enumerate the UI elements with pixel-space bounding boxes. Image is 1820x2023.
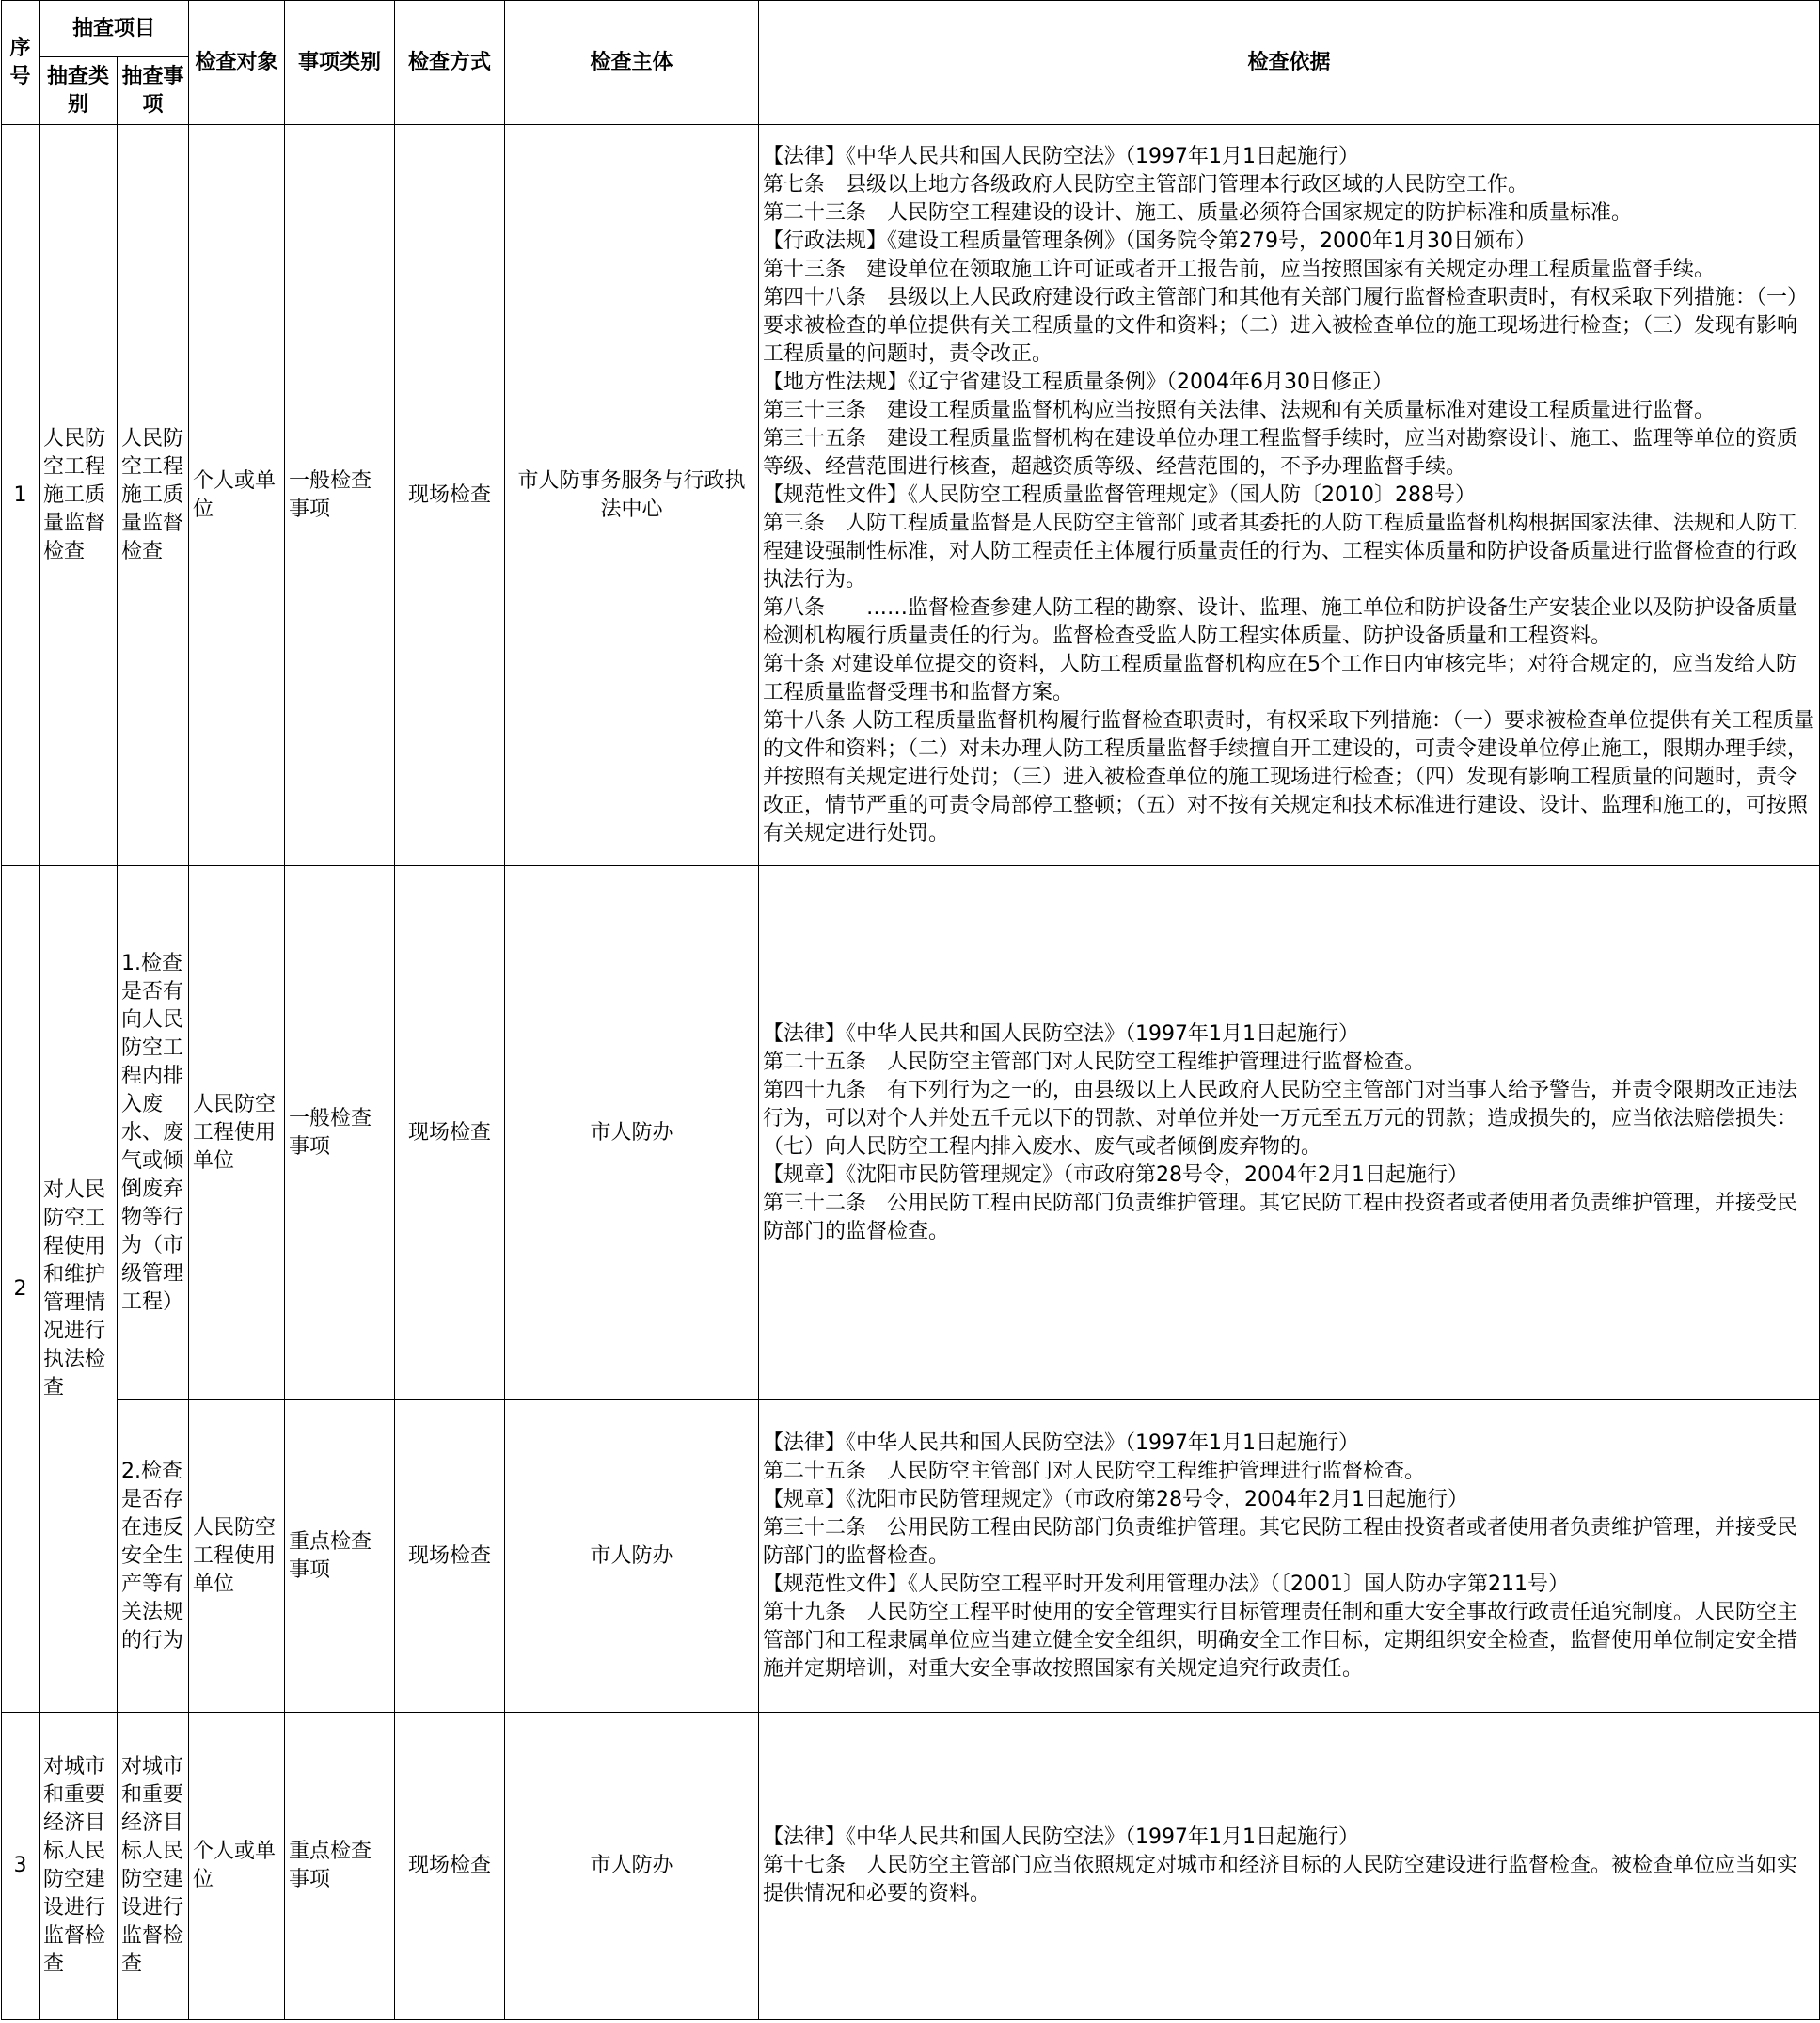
basis-line: 第四十八条 县级以上人民政府建设行政主管部门和其他有关部门履行监督检查职责时，有权采取下列措施：（一）要求被检查的单位提供有关工程质量的文件和资料；（二）进入被检查单位的施工现场进行检查；（三）发现有影响工程质量的问题时，责令改正。	[763, 285, 1809, 366]
basis-line: 第十三条 建设单位在领取施工许可证或者开工报告前，应当按照国家有关规定办理工程质量监督手续。	[763, 257, 1716, 281]
basis-line: 第三十三条 建设工程质量监督机构应当按照有关法律、法规和有关质量标准对建设工程质量进行监督。	[763, 398, 1716, 422]
row-subject: 市人防办	[505, 1400, 759, 1713]
header-method: 检查方式	[395, 1, 505, 125]
basis-line: 第八条 ……监督检查参建人防工程的勘察、设计、监理、施工单位和防护设备生产安装企业以及防护设备质量检测机构履行质量责任的行为。监督检查受监人防工程实体质量、防护设备质量和工程资料。	[763, 595, 1798, 648]
row-item: 人民防空工程施工质量监督检查	[118, 125, 189, 866]
row-category: 人民防空工程施工质量监督检查	[40, 125, 118, 866]
row-target: 个人或单位	[189, 1713, 285, 2020]
header-type: 事项类别	[285, 1, 395, 125]
basis-line: 【地方性法规】《辽宁省建设工程质量条例》（2004年6月30日修正）	[763, 370, 1393, 394]
basis-line: 【规章】《沈阳市民防管理规定》（市政府第28号令，2004年2月1日起施行）	[763, 1487, 1468, 1511]
basis-line: 第三十二条 公用民防工程由民防部门负责维护管理。其它民防工程由投资者或者使用者负责维护管理，并接受民防部门的监督检查。	[763, 1515, 1798, 1568]
basis-line: 【法律】《中华人民共和国人民防空法》（1997年1月1日起施行）	[763, 1825, 1359, 1849]
row-seq: 3	[2, 1713, 40, 2020]
basis-line: 第二十三条 人民防空工程建设的设计、施工、质量必须符合国家规定的防护标准和质量标准。	[763, 200, 1633, 225]
basis-line: 【规范性文件】《人民防空工程质量监督管理规定》（国人防〔2010〕288号）	[763, 482, 1476, 507]
row-category: 对人民防空工程使用和维护管理情况进行执法检查	[40, 866, 118, 1713]
row-item: 对城市和重要经济目标人民防空建设进行监督检查	[118, 1713, 189, 2020]
row-basis	[759, 866, 1820, 1400]
basis-line: 第十七条 人民防空主管部门应当依照规定对城市和经济目标的人民防空建设进行监督检查。被检查单位应当如实提供情况和必要的资料。	[763, 1854, 1798, 1905]
header-item: 抽查事项	[118, 57, 189, 125]
row-category: 对城市和重要经济目标人民防空建设进行监督检查	[40, 1713, 118, 2020]
row-seq: 2	[2, 866, 40, 1713]
header-target: 检查对象	[189, 1, 285, 125]
row-target: 人民防空工程使用单位	[189, 1400, 285, 1713]
header-basis: 检查依据	[759, 1, 1820, 125]
header-category: 抽查类别	[40, 57, 118, 125]
table-row	[2, 1400, 1820, 1713]
basis-line: 【规章】《沈阳市民防管理规定》（市政府第28号令，2004年2月1日起施行）	[763, 1162, 1468, 1187]
basis-line: 第十条 对建设单位提交的资料，人防工程质量监督机构应在5个工作日内审核完毕；对符合规定的，应当发给人防工程质量监督受理书和监督方案。	[763, 652, 1797, 704]
row-basis	[759, 1713, 1820, 2020]
basis-line: 第三十二条 公用民防工程由民防部门负责维护管理。其它民防工程由投资者或者使用者负责维护管理，并接受民防部门的监督检查。	[763, 1191, 1798, 1243]
basis-line: 【法律】《中华人民共和国人民防空法》（1997年1月1日起施行）	[763, 144, 1359, 168]
row-seq: 1	[2, 125, 40, 866]
basis-line: 【法律】《中华人民共和国人民防空法》（1997年1月1日起施行）	[763, 1021, 1359, 1046]
basis-line: 第七条 县级以上地方各级政府人民防空主管部门管理本行政区域的人民防空工作。	[763, 172, 1529, 197]
basis-line: 第二十五条 人民防空主管部门对人民防空工程维护管理进行监督检查。	[763, 1459, 1426, 1483]
row-method: 现场检查	[395, 1713, 505, 2020]
header-project: 抽查项目	[40, 1, 189, 57]
row-method: 现场检查	[395, 866, 505, 1400]
row-type: 一般检查事项	[285, 866, 395, 1400]
basis-line: 第三条 人防工程质量监督是人民防空主管部门或者其委托的人防工程质量监督机构根据国家法律、法规和人防工程建设强制性标准，对人防工程责任主体履行质量责任的行为、工程实体质量和防护设备质量进行监督检查的行政执法行为。	[763, 511, 1798, 592]
basis-line: 【法律】《中华人民共和国人民防空法》（1997年1月1日起施行）	[763, 1430, 1359, 1455]
basis-line: 第二十五条 人民防空主管部门对人民防空工程维护管理进行监督检查。	[763, 1050, 1426, 1074]
row-method: 现场检查	[395, 125, 505, 866]
row-method: 现场检查	[395, 1400, 505, 1713]
row-target: 人民防空工程使用单位	[189, 866, 285, 1400]
row-item: 1.检查是否有向人民防空工程内排入废水、废气或倾倒废弃物等行为（市级管理工程）	[118, 866, 189, 1400]
header-seq: 序号	[2, 1, 40, 125]
row-subject: 市人防事务服务与行政执法中心	[505, 125, 759, 866]
row-item: 2.检查是否存在违反安全生产等有关法规的行为	[118, 1400, 189, 1713]
basis-line: 【规范性文件】《人民防空工程平时开发利用管理办法》（〔2001〕国人防办字第211号）	[763, 1572, 1569, 1596]
basis-line: 第十九条 人民防空工程平时使用的安全管理实行目标管理责任制和重大安全事故行政责任追究制度。人民防空主管部门和工程隶属单位应当建立健全安全组织，明确安全工作目标，定期组织安全检查，监督使用单位制定安全措施并定期培训，对重大安全事故按照国家有关规定追究行政责任。	[763, 1600, 1798, 1681]
row-subject: 市人防办	[505, 1713, 759, 2020]
basis-line: 【行政法规】《建设工程质量管理条例》（国务院令第279号，2000年1月30日颁布）	[763, 229, 1536, 253]
basis-line: 第十八条 人防工程质量监督机构履行监督检查职责时，有权采取下列措施：（一）要求被检查单位提供有关工程质量的文件和资料；（二）对未办理人防工程质量监督手续擅自开工建设的，可责令建设单位停止施工，限期办理手续，并按照有关规定进行处罚；（三）进入被检查单位的施工现场进行检查；（四）发现有影响工程质量的问题时，责令改正，情节严重的可责令局部停工整顿；（五）对不按有关规定和技术标准进行建设、设计、监理和施工的，可按照有关规定进行处罚。	[763, 708, 1815, 846]
basis-line: 第四十九条 有下列行为之一的，由县级以上人民政府人民防空主管部门对当事人给予警告，并责令限期改正违法行为，可以对个人并处五千元以下的罚款、对单位并处一万元至五万元的罚款；造成损失的，应当依法赔偿损失：（七）向人民防空工程内排入废水、废气或者倾倒废弃物的。	[763, 1078, 1798, 1159]
row-basis	[759, 1400, 1820, 1713]
row-target: 个人或单位	[189, 125, 285, 866]
basis-line: 第三十五条 建设工程质量监督机构在建设单位办理工程监督手续时，应当对勘察设计、施工、监理等单位的资质等级、经营范围进行核查，超越资质等级、经营范围的，不予办理监督手续。	[763, 426, 1798, 479]
inspection-table	[1, 0, 1820, 2020]
row-type: 一般检查事项	[285, 125, 395, 866]
row-type: 重点检查事项	[285, 1713, 395, 2020]
row-type: 重点检查事项	[285, 1400, 395, 1713]
row-basis	[759, 125, 1820, 866]
table-row	[2, 1713, 1820, 2020]
header-subject: 检查主体	[505, 1, 759, 125]
row-subject: 市人防办	[505, 866, 759, 1400]
table-row	[2, 125, 1820, 866]
table-row	[2, 866, 1820, 1400]
